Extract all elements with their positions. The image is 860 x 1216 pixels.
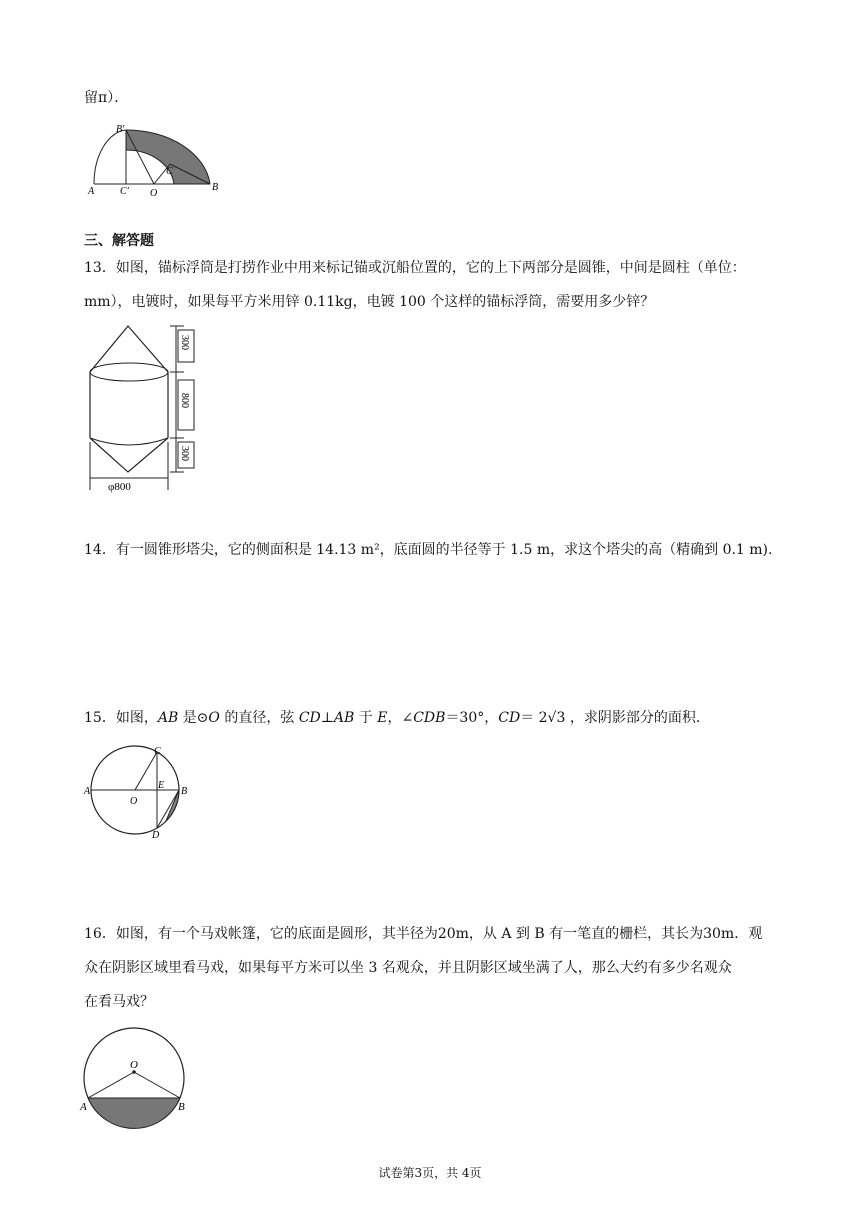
label-C1: C′ — [120, 186, 129, 197]
chord-db — [157, 790, 179, 828]
q12-figure — [80, 118, 230, 198]
radius-oc — [135, 752, 157, 790]
label-O: O — [130, 1059, 138, 1071]
q13-buoy-figure — [80, 318, 210, 496]
label-B: B — [178, 1101, 185, 1113]
q13-line1: 13．如图，锚标浮筒是打捞作业中用来标记锚或沉船位置的，它的上下两部分是圆锥，中间是圆柱（单位： — [84, 260, 746, 276]
label-A: A — [80, 1101, 87, 1113]
label-E: E — [158, 780, 165, 791]
q13-line2: mm），电镀时，如果每平方米用锌 0.11kg，电镀 100 个这样的锚标浮筒，需要用多少锌？ — [84, 294, 655, 310]
label-B: B — [181, 786, 188, 797]
label-O: O — [130, 796, 138, 807]
section-title: 三、解答题 — [84, 233, 154, 249]
diameter-label: φ800 — [108, 481, 131, 493]
shaded-segment — [88, 1098, 180, 1128]
top-ellipse — [90, 363, 168, 381]
dim-bot-label: 300 — [179, 446, 190, 461]
label-A: A — [88, 186, 95, 197]
q14-text: 14．有一圆锥形塔尖，它的侧面积是 14.13 m²，底面圆的半径等于 1.5 m，求这个塔尖的高（精确到 0.1 m). — [84, 542, 773, 558]
q15-circle-figure — [82, 742, 197, 840]
bottom-ellipse — [90, 438, 168, 445]
label-B1: B′ — [116, 124, 125, 135]
q12-tail-text: 留π）． — [84, 90, 129, 106]
q16-line2: 众在阴影区域里看马戏，如果每平方米可以坐 3 名观众，并且阴影区域坐满了人，那么大约有多少名观众 — [84, 960, 732, 976]
label-O: O — [150, 188, 158, 198]
bottom-cone — [90, 438, 168, 472]
label-D: D — [152, 830, 160, 840]
page-footer: 试卷第3页，共 4页 — [378, 1166, 482, 1180]
q16-line3: 在看马戏？ — [84, 994, 154, 1010]
label-C: C — [166, 166, 173, 177]
q16-line1: 16．如图，有一个马戏帐篷，它的底面是圆形，其半径为20m，从 A 到 B 有一笔直的栅栏，其长为30m．观 — [84, 926, 763, 942]
radius-oa — [88, 1072, 134, 1098]
dim-mid-label: 800 — [179, 393, 190, 408]
label-C: C — [154, 746, 161, 757]
label-B: B — [212, 182, 219, 193]
radius-ob — [134, 1072, 180, 1098]
label-A: A — [84, 786, 91, 797]
dim-top-label: 300 — [179, 335, 190, 350]
q15-text: 15．如图，AB 是⊙O 的直径，弦 CD⊥AB 于 E，∠CDB＝30°，CD＝ 2√3 ，求阴影部分的面积. — [84, 710, 701, 726]
left-arc — [94, 130, 126, 184]
q16-tent-figure — [76, 1024, 196, 1144]
shaded-segment — [166, 790, 179, 821]
